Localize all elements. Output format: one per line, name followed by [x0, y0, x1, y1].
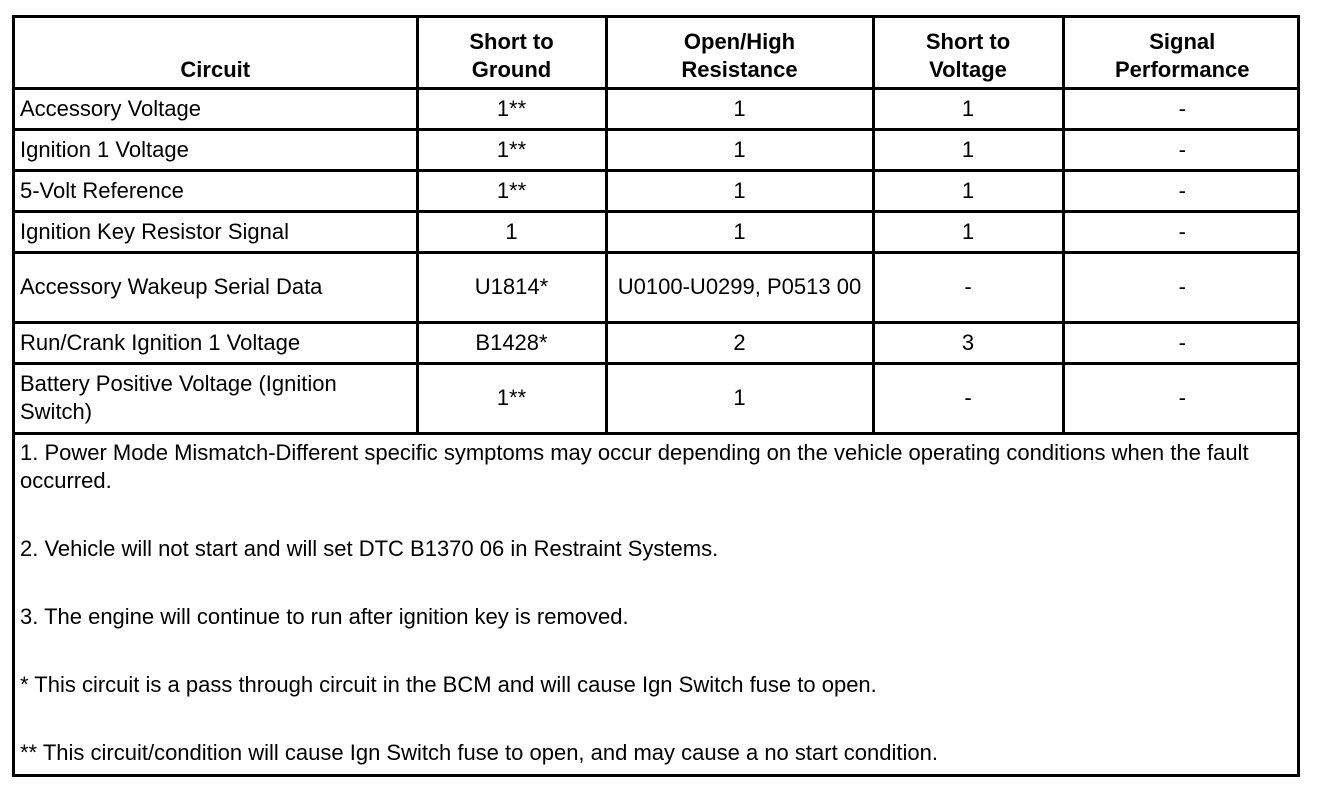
cell-short-to-ground: 1** — [417, 170, 606, 211]
cell-circuit: 5-Volt Reference — [15, 170, 417, 211]
cell-short-to-ground: 1** — [417, 129, 606, 170]
header-circuit: Circuit — [15, 18, 417, 88]
cell-open-high-resistance: 1 — [606, 363, 873, 433]
cell-circuit: Ignition Key Resistor Signal — [15, 211, 417, 252]
cell-open-high-resistance: 1 — [606, 170, 873, 211]
cell-short-to-voltage: 3 — [873, 322, 1063, 363]
cell-short-to-voltage: 1 — [873, 129, 1063, 170]
cell-circuit: Run/Crank Ignition 1 Voltage — [15, 322, 417, 363]
cell-circuit: Battery Positive Voltage (Ignition Switch) — [15, 363, 417, 433]
cell-short-to-ground: 1 — [417, 211, 606, 252]
cell-signal-performance: - — [1063, 211, 1300, 252]
footnote-2: 2. Vehicle will not start and will set DTC B1370 06 in Restraint Systems. — [20, 535, 719, 561]
diagnostic-document — [12, 15, 1300, 777]
footnotes — [15, 435, 1297, 767]
footnote-1: 1. Power Mode Mismatch-Different specific symptoms may occur depending on the vehicle operating conditions when the fault occurred. — [20, 439, 1249, 493]
cell-open-high-resistance: 1 — [606, 88, 873, 129]
table-row — [15, 170, 1300, 211]
footnote-3: 3. The engine will continue to run after ignition key is removed. — [20, 603, 629, 629]
cell-short-to-voltage: - — [873, 252, 1063, 322]
cell-short-to-voltage: 1 — [873, 170, 1063, 211]
header-short-to-ground: Short to Ground — [417, 18, 606, 88]
circuit-fault-table — [15, 18, 1300, 435]
footnote-single-asterisk: * This circuit is a pass through circuit in the BCM and will cause Ign Switch fuse to open. — [20, 671, 877, 697]
cell-signal-performance: - — [1063, 363, 1300, 433]
cell-circuit: Ignition 1 Voltage — [15, 129, 417, 170]
cell-short-to-ground: B1428* — [417, 322, 606, 363]
cell-signal-performance: - — [1063, 88, 1300, 129]
table-row — [15, 322, 1300, 363]
cell-short-to-ground: U1814* — [417, 252, 606, 322]
table-row — [15, 363, 1300, 433]
header-open-high-resistance: Open/High Resistance — [606, 18, 873, 88]
cell-open-high-resistance: 1 — [606, 129, 873, 170]
table-row — [15, 211, 1300, 252]
cell-open-high-resistance: U0100-U0299, P0513 00 — [606, 252, 873, 322]
cell-circuit: Accessory Wakeup Serial Data — [15, 252, 417, 322]
cell-open-high-resistance: 2 — [606, 322, 873, 363]
cell-open-high-resistance: 1 — [606, 211, 873, 252]
cell-short-to-voltage: - — [873, 363, 1063, 433]
table-header-row — [15, 18, 1300, 88]
cell-short-to-ground: 1** — [417, 88, 606, 129]
cell-short-to-ground: 1** — [417, 363, 606, 433]
table-row — [15, 252, 1300, 322]
cell-signal-performance: - — [1063, 252, 1300, 322]
header-short-to-voltage: Short to Voltage — [873, 18, 1063, 88]
cell-short-to-voltage: 1 — [873, 211, 1063, 252]
header-signal-performance: Signal Performance — [1063, 18, 1300, 88]
cell-signal-performance: - — [1063, 322, 1300, 363]
cell-circuit: Accessory Voltage — [15, 88, 417, 129]
cell-signal-performance: - — [1063, 170, 1300, 211]
cell-short-to-voltage: 1 — [873, 88, 1063, 129]
table-row — [15, 88, 1300, 129]
cell-signal-performance: - — [1063, 129, 1300, 170]
table-row — [15, 129, 1300, 170]
footnote-double-asterisk: ** This circuit/condition will cause Ign Switch fuse to open, and may cause a no start condition. — [20, 739, 938, 765]
